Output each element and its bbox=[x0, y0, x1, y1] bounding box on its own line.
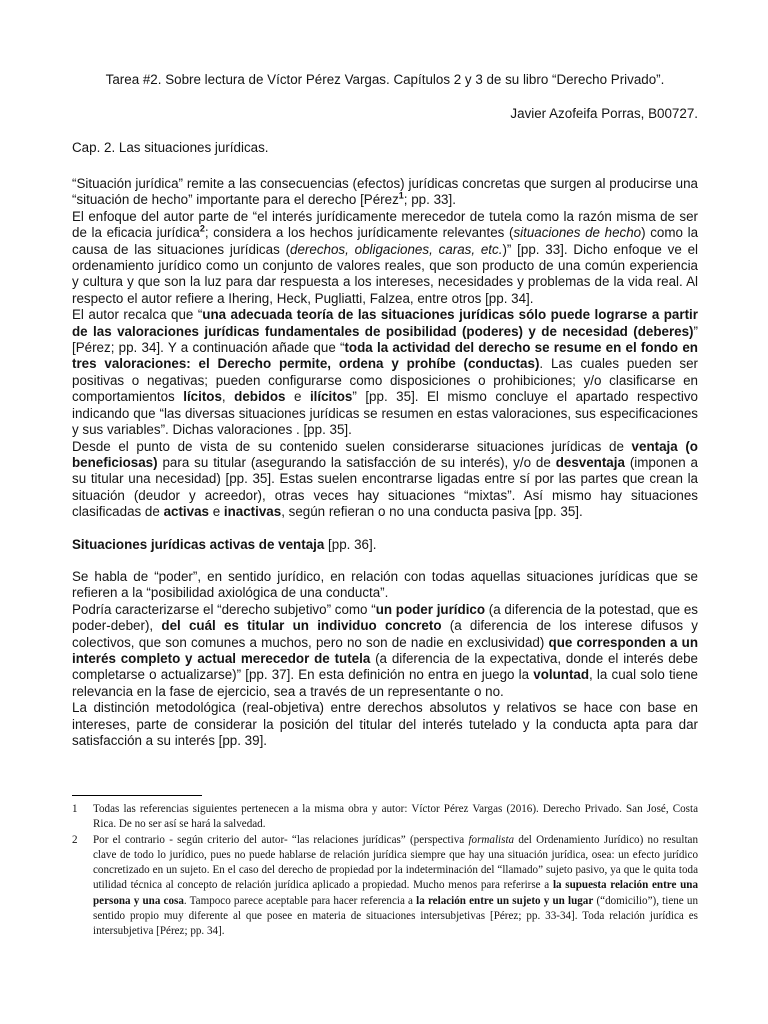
footnote-divider bbox=[72, 795, 202, 796]
footnote-2 bbox=[72, 833, 698, 940]
paragraph-7: La distinción metodológica (real-objetiva) entre derechos absolutos y relativos se hace con base en intereses, parte de considerar la posición del titular del interés tutelado y la conducta apta para dar satisfacción a su interés [pp. 39]. bbox=[72, 700, 698, 748]
document-body bbox=[72, 176, 698, 749]
author-line: Javier Azofeifa Porras, B00727. bbox=[510, 106, 698, 121]
footnote-number: 2 bbox=[72, 833, 78, 846]
footnote-text: Por el contrario - según criterio del autor- “las relaciones jurídicas” (perspectiva formalista del Ordenamiento Jurídico) no resultan clave de todo lo jurídico, pues no puede hablarse de relación jurídica siempre que hay una situación jurídica, osea: un efecto jurídico concretizado en un sujeto. En el caso del derecho de propiedad por la indeterminación del “llamado” sujeto pasivo, ya que le quita toda utilidad técnica al concepto de relación jurídica aplicado a propiedad. Mucho menos para referirse a la supuesta relación entre una persona y una cosa. Tampoco parece aceptable para hacer referencia a la relación entre un sujeto y un lugar (“domicilio”), tiene un sentido propio muy diferente al que posee en materia de situaciones intersubjetivas [Pérez; pp. 33-34]. Toda relación jurídica es intersubjetiva [Pérez; pp. 34]. bbox=[93, 833, 699, 938]
paragraph-4: Desde el punto de vista de su contenido suelen considerarse situaciones jurídicas de ventaja (o beneficiosas) para su titular (asegurando la satisfacción de su interés), y/o de desventaja (imponen a su titular una necesidad) [pp. 35]. Estas suelen encontrarse ligadas entre sí por las partes que crean la situación (deudor y acreedor), otras veces hay situaciones “mixtas”. Así mismo hay situaciones clasificadas de activas e inactivas, según refieran o no una conducta pasiva [pp. 35]. bbox=[72, 438, 698, 520]
footnotes bbox=[72, 802, 698, 940]
chapter-heading: Cap. 2. Las situaciones jurídicas. bbox=[72, 140, 269, 155]
footnote-number: 1 bbox=[72, 803, 78, 815]
document-title: Tarea #2. Sobre lectura de Víctor Pérez Vargas. Capítulos 2 y 3 de su libro “Derecho Privado”. bbox=[105, 72, 665, 87]
footnote-ref-2: 2 bbox=[199, 223, 205, 234]
footnote-ref-1: 1 bbox=[398, 190, 404, 201]
paragraph-2: El enfoque del autor parte de “el interés jurídicamente merecedor de tutela como la razón misma de ser de la eficacia jurídica$^2$; considera a los hechos jurídicamente relevantes (situaciones de hecho) como la causa de las situaciones jurídicas (derechos, obligaciones, caras, etc.)” [pp. 33]. Dicho enfoque ve el ordenamiento jurídico como un conjunto de valores reales, que son producto de una común experiencia y cultura y que son la luz para dar respuesta a los intereses, necesidades y problemas de la vida real. Al respecto el autor refiere a Ihering, Heck, Pugliatti, Falzea, entre otros [pp. 34]. bbox=[72, 208, 699, 306]
section-heading: Situaciones jurídicas activas de ventaja [pp. 36]. bbox=[72, 536, 377, 552]
paragraph-6: Podría caracterizarse el “derecho subjetivo” como “un poder jurídico (a diferencia de la potestad, que es poder-deber), del cuál es titular un individuo concreto (a diferencia de los interese difusos y colectivos, que son comunes a muchos, pero no son de nadie en exclusividad) que corresponden a un interés completo y actual merecedor de tutela (a diferencia de la expectativa, donde el interés debe completarse o actualizarse)” [pp. 37]. En esta definición no entra en juego la voluntad, la cual solo tiene relevancia en la fase de ejercicio, sea a través de un representante o no. bbox=[72, 601, 699, 699]
paragraph-1: “Situación jurídica” remite a las consecuencias (efectos) jurídicas concretas que surgen al producirse una “situación de hecho” importante para el derecho [Pérez$^1$; pp. 33]. bbox=[72, 176, 698, 208]
document-page bbox=[72, 0, 698, 1024]
paragraph-3: El autor recalca que “una adecuada teoría de las situaciones jurídicas sólo puede lograrse a partir de las valoraciones jurídicas fundamentales de posibilidad (poderes) y de necesidad (deberes)” [Pérez; pp. 34]. Y a continuación añade que “toda la actividad del derecho se resume en el fondo en tres valoraciones: el Derecho permite, ordena y prohíbe (conductas). Las cuales pueden ser positivas o negativas; pueden configurarse como disposiciones o prohibiciones; y/o clasificarse en comportamientos lícitos, debidos e ilícitos” [pp. 35]. El mismo concluye el apartado respectivo indicando que “las diversas situaciones jurídicas se resumen en estas valoraciones, sus especificaciones y sus variables”. Dichas valoraciones . [pp. 35]. bbox=[72, 307, 699, 438]
footnote-text: Todas las referencias siguientes pertenecen a la misma obra y autor: Víctor Pérez Vargas (2016). Derecho Privado. San José, Costa Rica. De no ser así se hará la salvedad. bbox=[93, 803, 698, 831]
paragraph-5: Se habla de “poder”, en sentido jurídico, en relación con todas aquellas situaciones jurídicas que se refieren a la “posibilidad axiológica de una conducta”. bbox=[72, 568, 698, 601]
footnote-1 bbox=[72, 802, 698, 833]
